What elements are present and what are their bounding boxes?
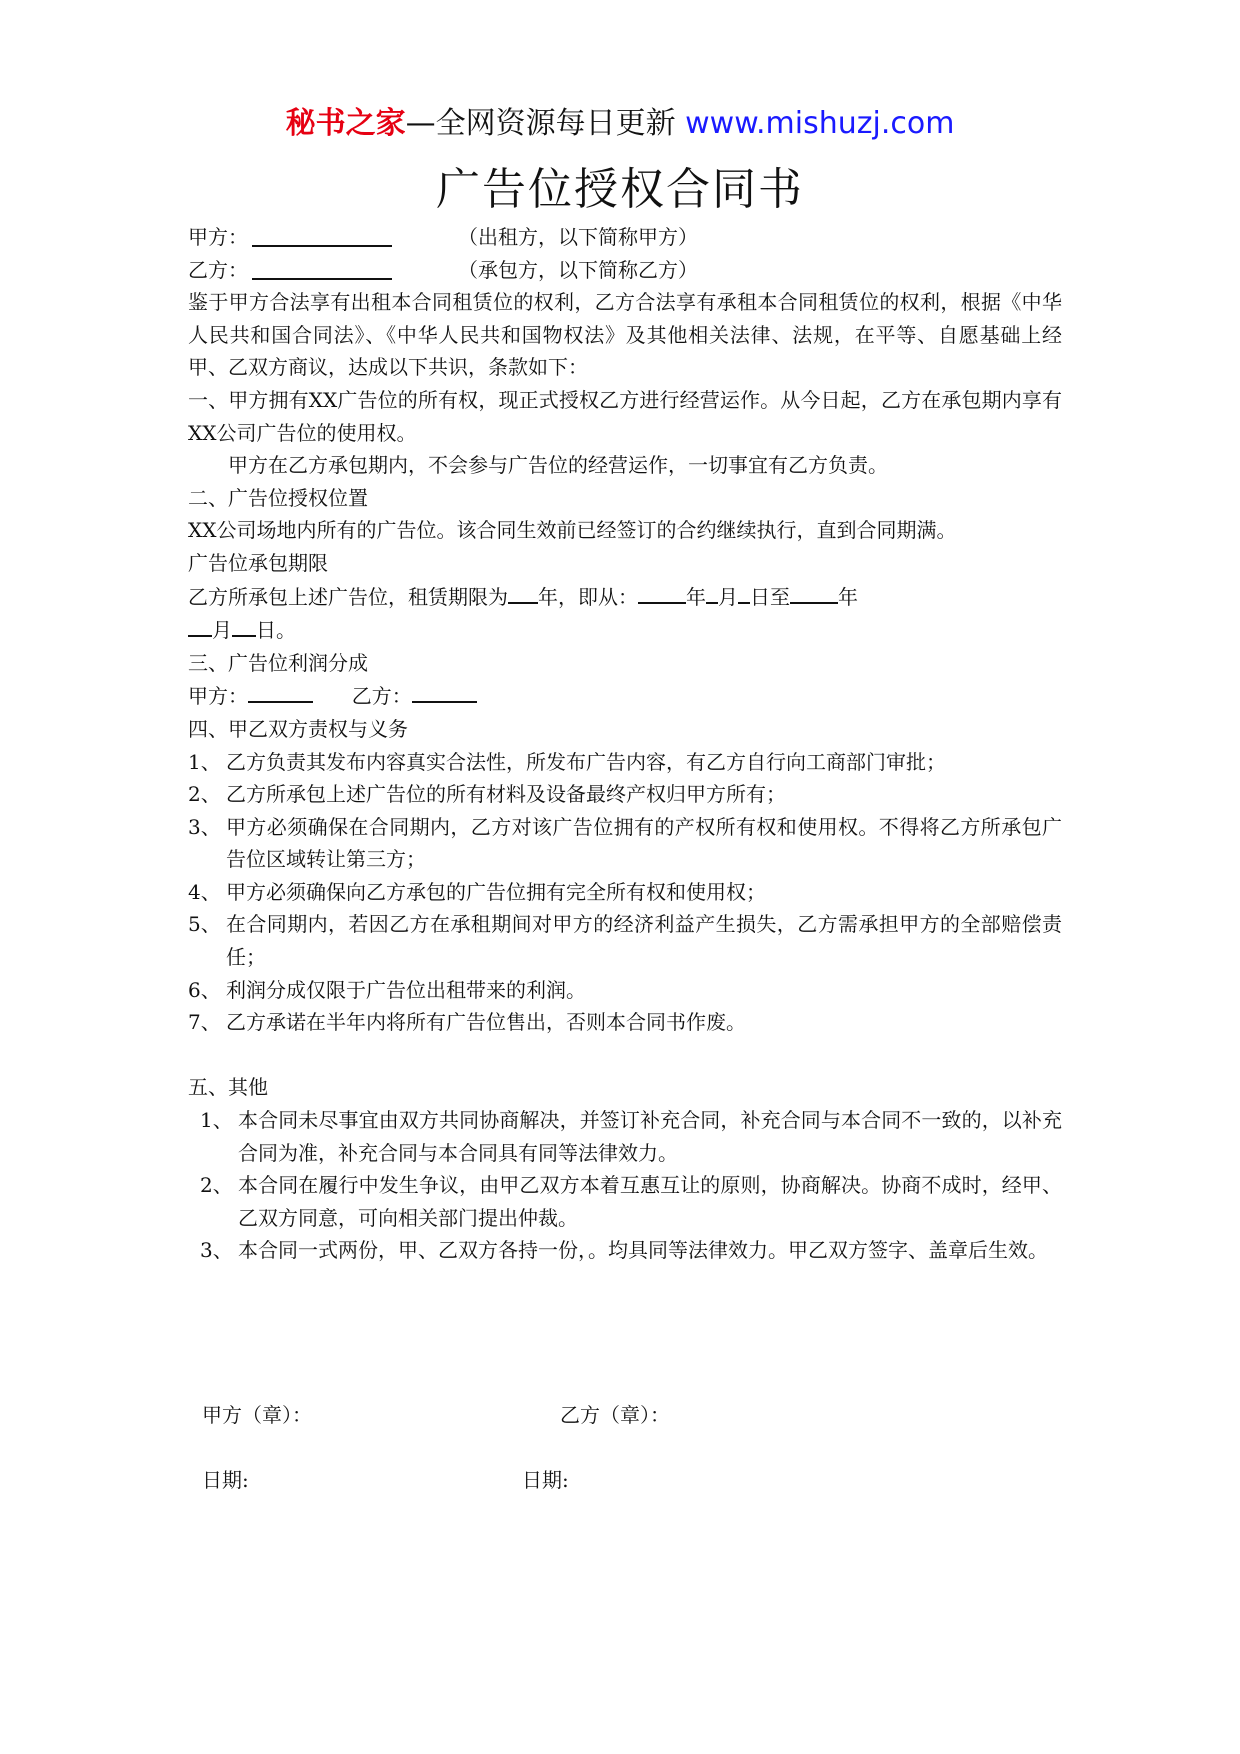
party-b-date-label: 日期:: [522, 1468, 569, 1492]
party-b-label: 乙方：: [188, 257, 248, 282]
list-item: 6、 利润分成仅限于广告位出租带来的利润。: [188, 977, 586, 1002]
list-item: 1、 乙方负责其发布内容真实合法性，所发布广告内容，有乙方自行向工商部门审批；: [188, 749, 946, 774]
list-item: 7、 乙方承诺在半年内将所有广告位售出，否则本合同书作废。: [188, 1010, 746, 1035]
spacer: [188, 1039, 1062, 1072]
term-text-2: 年，即从：: [538, 584, 638, 609]
list-item: 3、 本合同一式两份，甲、乙双方各持一份，。均具同等法律效力。甲乙双方签字、盖章后生效。: [200, 1238, 1048, 1263]
document-title: 广告位授权合同书: [436, 164, 804, 215]
preamble-paragraph: 鉴于甲方合法享有出租本合同租赁位的权利，乙方合法享有承租本合同租赁位的权利，根据《中华人民共和国合同法》、《中华人民共和国物权法》及其他相关法律、法规，在平等、自愿基础上经甲、乙双方商议，达成以下共识，条款如下：: [188, 290, 1062, 380]
end-month-blank: [188, 613, 212, 637]
term-line-1: [188, 580, 1062, 614]
end-day-blank: [232, 613, 256, 637]
profit-b-label: 乙方：: [351, 684, 412, 709]
section-3-heading: 三、广告位利润分成: [188, 650, 368, 675]
section-4-heading: 四、甲乙双方责权与义务: [188, 716, 408, 741]
term-years-blank: [508, 580, 538, 604]
term-text-8: 日。: [256, 618, 296, 643]
site-banner: [0, 104, 1240, 144]
party-b-blank: [252, 254, 392, 280]
term-text-3: 年: [686, 584, 706, 609]
list-item: 1、 本合同未尽事宜由双方共同协商解决，并签订补充合同，补充合同与本合同不一致的，以补充合同为准，补充合同与本合同具有同等法律效力。: [200, 1108, 1062, 1165]
party-b-seal-label: 乙方（章）：: [560, 1403, 670, 1427]
end-year-blank: [790, 580, 838, 604]
party-a-blank: [252, 221, 392, 247]
list-item: 4、 甲方必须确保向乙方承包的广告位拥有完全所有权和使用权；: [188, 879, 766, 904]
list-item: 5、 在合同期内，若因乙方在承租期间对甲方的经济利益产生损失，乙方需承担甲方的全部赔偿责任；: [188, 912, 1062, 970]
term-line-2: [188, 613, 1062, 647]
term-text-4: 月: [718, 584, 738, 609]
profit-a-blank: [248, 679, 313, 703]
list-item: 3、 甲方必须确保在合同期内，乙方对该广告位拥有的产权所有权和使用权。不得将乙方所承包广告位区域转让第三方；: [188, 814, 1062, 872]
section-2-paragraph: XX公司场地内所有的广告位。该合同生效前已经签订的合约继续执行，直到合同期满。: [188, 518, 957, 543]
section-4-list: [188, 746, 1062, 1039]
start-year-blank: [638, 580, 686, 604]
term-text-6: 年: [838, 584, 858, 609]
section-2-heading: 二、广告位授权位置: [188, 485, 368, 510]
section-5-heading: 五、其他: [188, 1075, 268, 1100]
party-a-note: （出租方，以下简称甲方）: [458, 225, 698, 249]
list-item: 2、 本合同在履行中发生争议，由甲乙双方本着互惠互让的原则，协商解决。协商不成时，经甲、乙双方同意，可向相关部门提出仲裁。: [200, 1173, 1062, 1230]
party-a-line: [188, 221, 1062, 254]
banner-url-link[interactable]: www.mishuzj.com: [685, 106, 955, 141]
banner-brand: 秘书之家: [285, 106, 406, 141]
section-5-list: [188, 1104, 1062, 1267]
party-b-note: （承包方，以下简称乙方）: [458, 257, 698, 282]
profit-share-line: [188, 679, 1062, 713]
term-heading: 广告位承包期限: [188, 550, 328, 575]
term-text-7: 月: [212, 618, 232, 643]
section-1-sub-paragraph: 甲方在乙方承包期内，不会参与广告位的经营运作，一切事宜有乙方负责。: [228, 453, 888, 478]
section-1-paragraph: 一、甲方拥有XX广告位的所有权，现正式授权乙方进行经营运作。从今日起，乙方在承包期内享有XX公司广告位的使用权。: [188, 387, 1062, 445]
list-item: 2、 乙方所承包上述广告位的所有材料及设备最终产权归甲方所有；: [188, 782, 786, 807]
term-text-5: 日至: [750, 584, 790, 609]
contract-body: [188, 221, 1062, 1267]
start-day-blank: [738, 580, 750, 604]
term-text-1: 乙方所承包上述广告位，租赁期限为: [188, 584, 508, 609]
party-a-date-label: 日期:: [202, 1468, 249, 1492]
profit-a-label: 甲方：: [188, 684, 248, 709]
banner-tagline: —全网资源每日更新: [405, 106, 676, 141]
profit-b-blank: [412, 679, 477, 703]
party-b-line: [188, 254, 1062, 287]
party-a-label: 甲方：: [188, 225, 248, 249]
party-a-seal-label: 甲方（章）：: [202, 1403, 312, 1427]
start-month-blank: [706, 580, 718, 604]
